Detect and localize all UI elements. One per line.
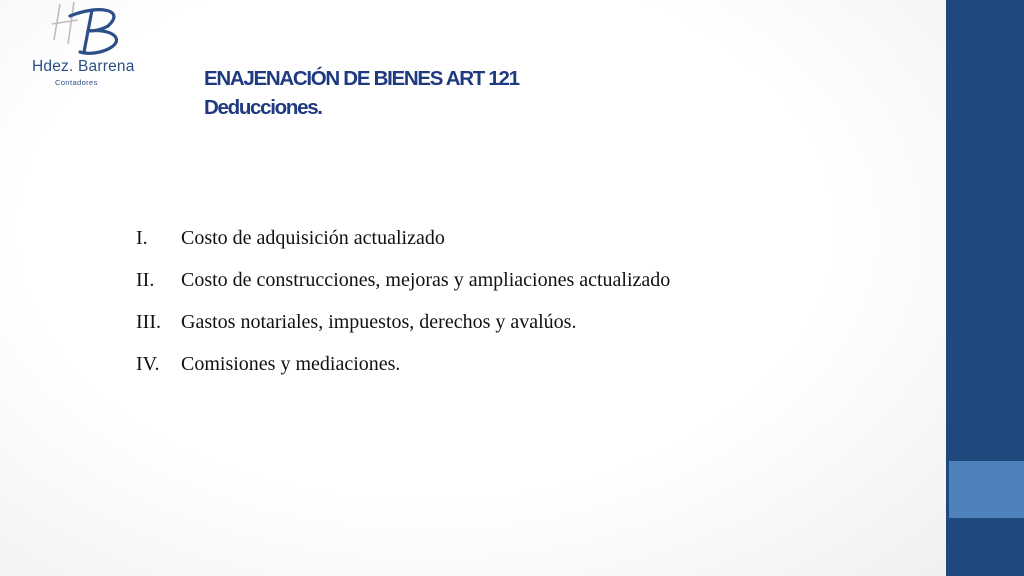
company-logo xyxy=(30,0,140,95)
list-item xyxy=(136,227,670,269)
list-item-numeral: III. xyxy=(136,311,161,333)
logo-monogram-icon xyxy=(30,0,140,62)
list-item-numeral: IV. xyxy=(136,353,160,375)
sidebar-accent-block xyxy=(949,461,1024,518)
list-item-text: Costo de adquisición actualizado xyxy=(181,227,445,249)
list-item-text: Gastos notariales, impuestos, derechos y avalúos. xyxy=(181,311,577,333)
list-item xyxy=(136,311,670,353)
slide-title-line1: ENAJENACIÓN DE BIENES ART 121 xyxy=(204,67,519,90)
slide-title-line2: Deducciones. xyxy=(204,96,322,119)
list-item-numeral: I. xyxy=(136,227,148,249)
list-item-text: Costo de construcciones, mejoras y ampliaciones actualizado xyxy=(181,269,671,291)
list-item xyxy=(136,353,670,395)
list-item-text: Comisiones y mediaciones. xyxy=(181,353,401,375)
slide-title xyxy=(204,64,519,122)
logo-company-subtitle: Contadores xyxy=(55,78,98,87)
list-item xyxy=(136,269,670,311)
list-item-numeral: II. xyxy=(136,269,155,291)
deductions-list xyxy=(136,227,670,395)
logo-company-name: Hdez. Barrena xyxy=(32,58,135,75)
